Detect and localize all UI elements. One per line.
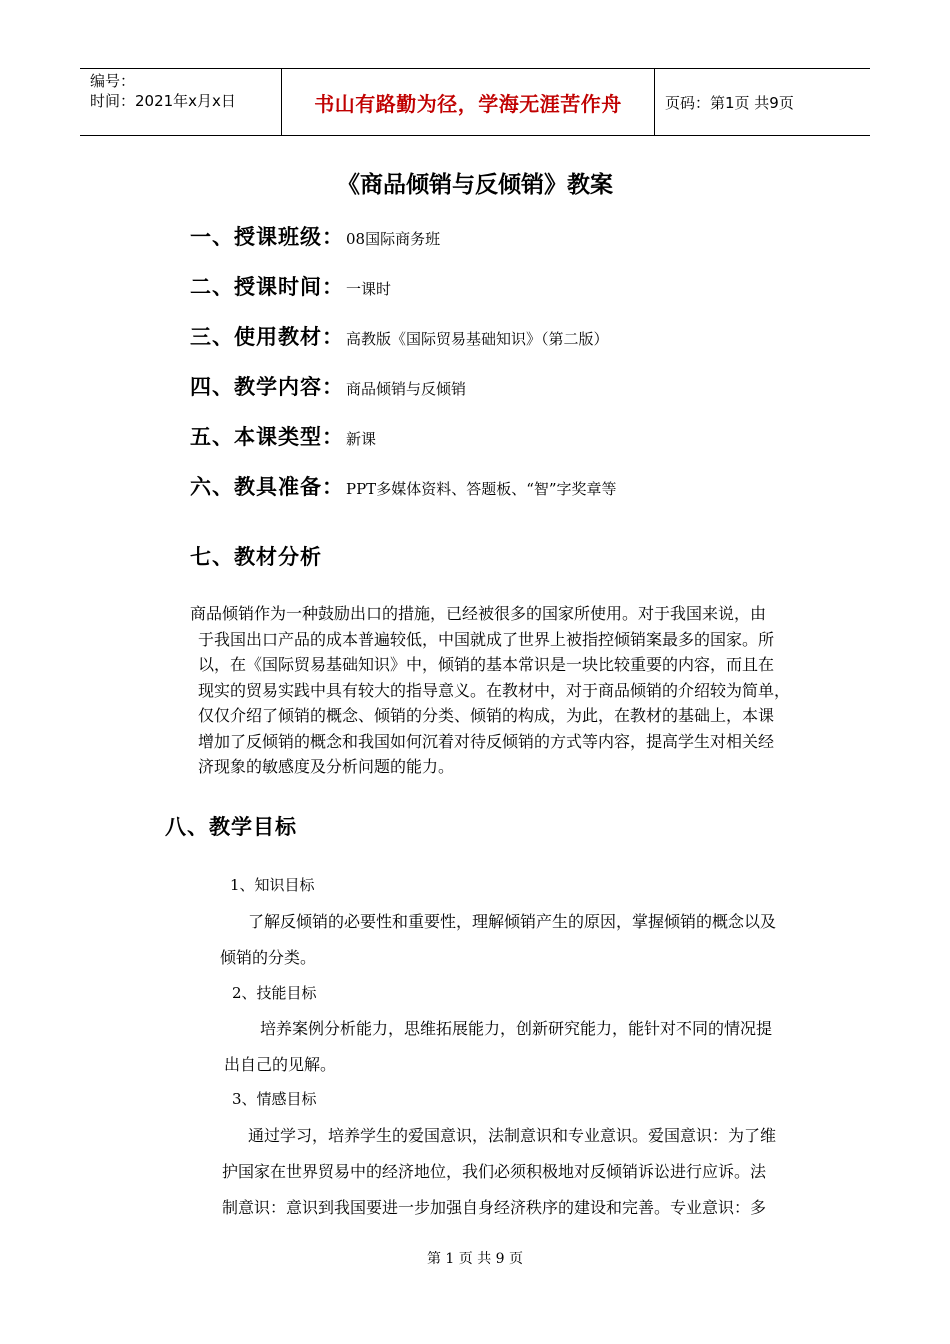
item-value: 高教版《国际贸易基础知识》（第二版） [346, 330, 609, 348]
item-class [190, 221, 440, 251]
section-heading-goals: 八、教学目标 [165, 815, 297, 839]
page-footer: 第 1 页 共 9 页 [426, 1251, 524, 1267]
paragraph-line: 护国家在世界贸易中的经济地位，我们必须积极地对反倾销诉讼进行应诉。法 [222, 1162, 767, 1181]
item-label: 三、使用教材： [190, 325, 344, 349]
number-label: 编号： [90, 72, 136, 90]
item-value: PPT多媒体资料、答题板、“智”字奖章等 [346, 480, 617, 498]
item-textbook [190, 321, 609, 351]
item-content [190, 371, 466, 401]
page-info: 页码：第1页 共9页 [665, 93, 794, 112]
item-time [190, 271, 391, 301]
paragraph-line: 以，在《国际贸易基础知识》中，倾销的基本常识是一块比较重要的内容，而且在 [198, 655, 775, 674]
header-table [80, 68, 870, 136]
paragraph-line: 制意识：意识到我国要进一步加强自身经济秩序的建设和完善。专业意识：多 [222, 1198, 767, 1217]
item-label: 二、授课时间： [190, 275, 344, 299]
subheading-knowledge: 1、知识目标 [230, 876, 315, 894]
item-value: 商品倾销与反倾销 [346, 380, 467, 398]
item-label: 一、授课班级： [190, 225, 344, 249]
item-label: 五、本课类型： [190, 425, 344, 449]
paragraph-line: 于我国出口产品的成本普遍较低，中国就成了世界上被指控倾销案最多的国家。所 [198, 629, 775, 649]
date-line: 时间：2021年x月x日 [90, 92, 236, 110]
header-info-cell [80, 69, 281, 135]
subheading-emotion: 3、情感目标 [232, 1090, 317, 1108]
motto-text: 书山有路勤为径，学海无涯苦作舟 [314, 91, 622, 116]
paragraph-line: 仅仅介绍了倾销的概念、倾销的分类、倾销的构成，为此，在教材的基础上，本课 [198, 706, 775, 725]
paragraph-line: 济现象的敏感度及分析问题的能力。 [198, 757, 455, 776]
item-tools [190, 471, 617, 501]
paragraph-line: 培养案例分析能力，思维拓展能力，创新研究能力，能针对不同的情况提 [260, 1019, 773, 1038]
paragraph-line: 商品倾销作为一种鼓励出口的措施，已经被很多的国家所使用。对于我国来说，由 [190, 604, 767, 623]
analysis-paragraph [190, 601, 820, 780]
page-info-cell [655, 69, 870, 135]
subheading-skill: 2、技能目标 [232, 984, 317, 1002]
motto-cell [281, 69, 655, 135]
page-title: 《商品倾销与反倾销》教案 [337, 172, 613, 198]
paragraph-line: 倾销的分类。 [220, 948, 317, 967]
item-label: 四、教学内容： [190, 375, 344, 399]
paragraph-line: 出自己的见解。 [224, 1055, 337, 1074]
item-type [190, 421, 376, 451]
item-label: 六、教具准备： [190, 475, 344, 499]
paragraph-line: 现实的贸易实践中具有较大的指导意义。在教材中，对于商品倾销的介绍较为简单， [198, 680, 791, 700]
paragraph-line: 通过学习，培养学生的爱国意识，法制意识和专业意识。爱国意识：为了维 [248, 1126, 777, 1145]
item-value: 新课 [346, 430, 377, 448]
item-value: 08国际商务班 [346, 230, 441, 248]
paragraph-line: 增加了反倾销的概念和我国如何沉着对待反倾销的方式等内容，提高学生对相关经 [198, 731, 775, 751]
item-value: 一课时 [346, 280, 392, 298]
section-heading-analysis: 七、教材分析 [190, 545, 322, 569]
paragraph-line: 了解反倾销的必要性和重要性，理解倾销产生的原因，掌握倾销的概念以及 [248, 912, 777, 931]
